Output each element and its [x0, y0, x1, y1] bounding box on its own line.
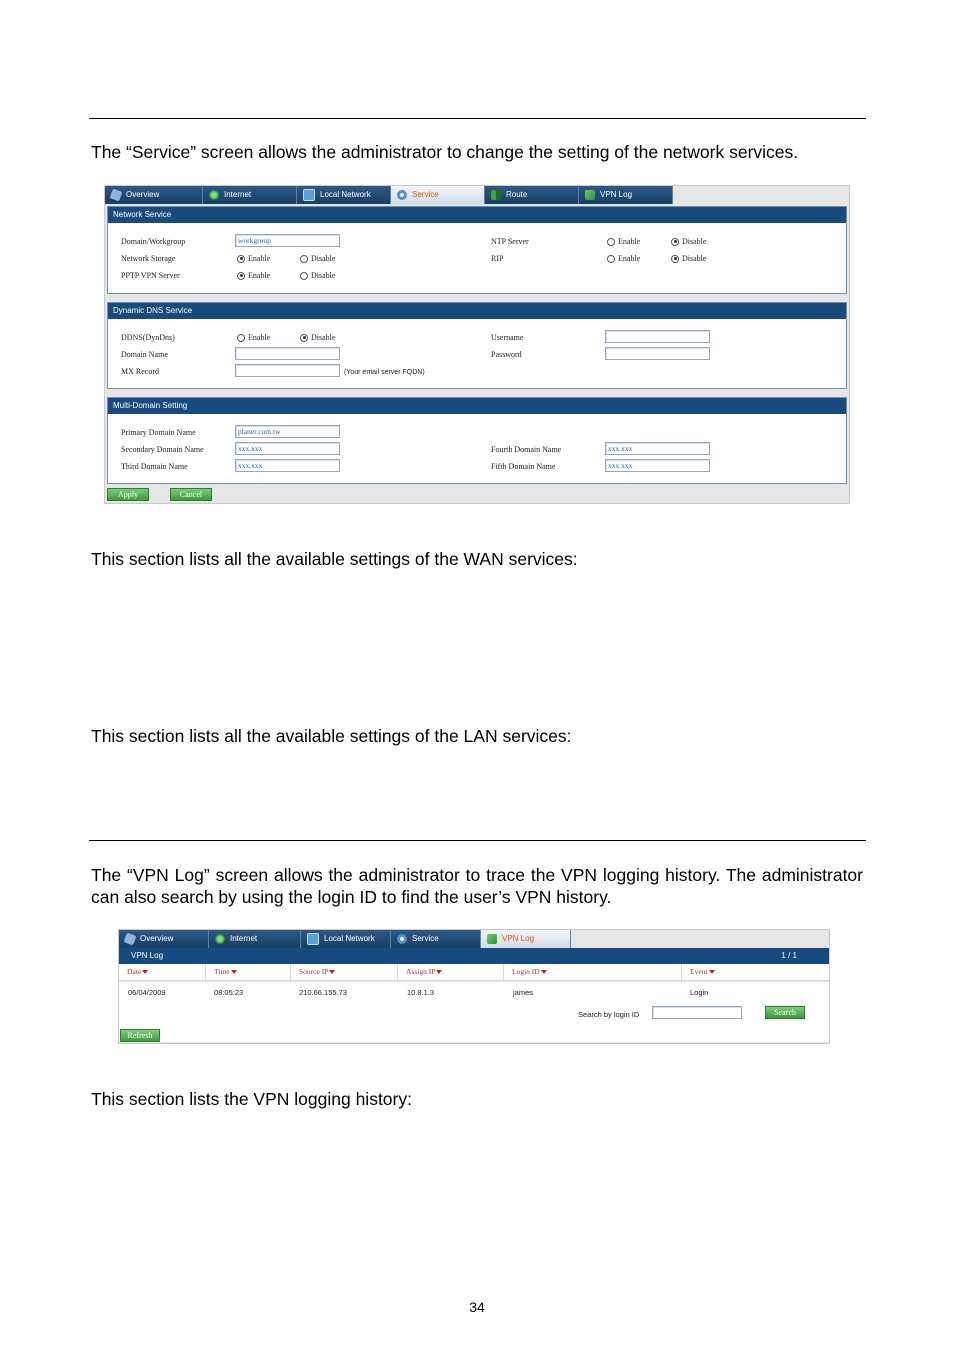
globe-icon [215, 934, 225, 944]
network-service-section [107, 206, 847, 294]
fifth-domain-input[interactable]: xxx.xxx [605, 459, 710, 472]
mx-record-hint: (Your email server FQDN) [344, 369, 425, 376]
fourth-domain-input[interactable]: xxx.xxx [605, 442, 710, 455]
column-assign-ip[interactable]: Assign IP [397, 964, 503, 980]
fifth-domain-label: Fifth Domain Name [491, 462, 556, 471]
domain-workgroup-input[interactable]: workgroup [235, 234, 340, 247]
overview-icon [110, 189, 123, 202]
third-domain-label: Third Domain Name [121, 462, 188, 471]
domain-workgroup-label: Domain/Workgroup [121, 237, 186, 246]
column-event[interactable]: Event [681, 964, 829, 980]
tab-vpn-log[interactable]: VPN Log [579, 186, 673, 204]
network-storage-label: Network Storage [121, 254, 176, 263]
ddns-domain-name-label: Domain Name [121, 350, 168, 359]
pptp-enable-radio[interactable]: Enable [237, 271, 270, 280]
search-button[interactable]: Search [765, 1006, 805, 1019]
network-storage-disable-radio[interactable]: Disable [300, 254, 335, 263]
fourth-domain-label: Fourth Domain Name [491, 445, 562, 454]
pptp-vpn-label: PPTP VPN Server [121, 271, 180, 280]
network-storage-enable-radio[interactable]: Enable [237, 254, 270, 263]
cell-source-ip: 210.66.155.73 [299, 988, 347, 997]
rip-enable-radio[interactable]: Enable [607, 254, 640, 263]
column-date[interactable]: Date [119, 964, 205, 980]
wan-services-text: This section lists all the available settings of the WAN services: [91, 549, 578, 569]
radio-dot [300, 255, 308, 263]
lan-services-text: This section lists all the available settings of the LAN services: [91, 726, 572, 746]
column-login-id[interactable]: Login ID [503, 964, 681, 980]
tab-service[interactable]: Service [391, 186, 485, 204]
ddns-label: DDNS(DynDns) [121, 333, 175, 342]
vpnlog-pager: 1 / 1 [781, 951, 797, 960]
ddns-password-label: Password [491, 350, 522, 359]
tab-overview[interactable]: Overview [105, 186, 203, 204]
sort-arrow-icon [709, 970, 715, 974]
mx-record-input[interactable] [235, 364, 340, 377]
ddns-username-input[interactable] [605, 330, 710, 343]
radio-dot [671, 255, 679, 263]
checkmark-icon [585, 190, 595, 200]
rip-disable-radio[interactable]: Disable [671, 254, 706, 263]
sort-arrow-icon [436, 970, 442, 974]
primary-domain-label: Primary Domain Name [121, 428, 196, 437]
table-row [119, 982, 829, 1042]
ddns-domain-name-input[interactable] [235, 347, 340, 360]
ddns-disable-radio[interactable]: Disable [300, 333, 335, 342]
cell-event: Login [690, 988, 709, 997]
rip-label: RIP [491, 254, 504, 263]
vpnlog-tabbar [119, 930, 571, 948]
vpnlog-title-bar [119, 948, 829, 964]
service-screenshot [104, 185, 850, 504]
cell-login-id: james [513, 988, 534, 997]
column-time[interactable]: Time [205, 964, 290, 980]
globe-icon [209, 190, 219, 200]
third-domain-input[interactable]: xxx.xxx [235, 459, 340, 472]
monitor-icon [307, 933, 319, 945]
cell-date: 06/04/2009 [128, 988, 166, 997]
sort-arrow-icon [231, 970, 237, 974]
monitor-icon [303, 189, 315, 201]
radio-dot [671, 238, 679, 246]
refresh-button[interactable]: Refresh [120, 1029, 160, 1042]
radio-dot [300, 334, 308, 342]
pptp-disable-radio[interactable]: Disable [300, 271, 335, 280]
gear-icon [397, 190, 407, 200]
primary-domain-input[interactable]: planet.com.tw [235, 425, 340, 438]
radio-dot [237, 334, 245, 342]
network-service-title: Network Service [108, 207, 846, 223]
tab-service[interactable]: Service [391, 930, 481, 948]
sort-arrow-icon [329, 970, 335, 974]
secondary-domain-input[interactable]: xxx.xxx [235, 442, 340, 455]
ntp-disable-radio[interactable]: Disable [671, 237, 706, 246]
tab-local-network[interactable]: Local Network [297, 186, 391, 204]
cancel-button[interactable]: Cancel [170, 488, 212, 501]
section-rule [89, 840, 866, 841]
search-login-label: Search by login ID [578, 1010, 640, 1019]
ntp-server-label: NTP Server [491, 237, 529, 246]
tab-vpn-log[interactable]: VPN Log [481, 930, 571, 948]
ntp-enable-radio[interactable]: Enable [607, 237, 640, 246]
multi-domain-section [107, 397, 847, 484]
cell-time: 08:05:23 [214, 988, 244, 997]
route-icon [491, 190, 501, 200]
checkmark-icon [487, 934, 497, 944]
multi-domain-title: Multi-Domain Setting [108, 398, 846, 414]
page-number: 34 [469, 1299, 485, 1315]
ddns-title: Dynamic DNS Service [108, 303, 846, 319]
vpnlog-title: VPN Log [131, 951, 164, 960]
column-source-ip[interactable]: Source IP [290, 964, 397, 980]
radio-dot [607, 255, 615, 263]
ddns-password-input[interactable] [605, 347, 710, 360]
cell-assign-ip: 10.8.1.3 [407, 988, 435, 997]
tab-internet[interactable]: Internet [203, 186, 297, 204]
secondary-domain-label: Secondary Domain Name [121, 445, 204, 454]
intro-service-text: The “Service” screen allows the administrator to change the setting of the network services. [91, 142, 799, 162]
overview-icon [124, 933, 137, 946]
radio-dot [237, 272, 245, 280]
vpnlog-screenshot [118, 929, 830, 1044]
tab-internet[interactable]: Internet [209, 930, 301, 948]
ddns-section [107, 302, 847, 389]
mx-record-label: MX Record [121, 367, 159, 376]
intro-vpnlog-text: The “VPN Log” screen allows the administrator to trace the VPN logging history. The administrator can also search by using the login ID to find the user’s VPN history. [91, 865, 863, 907]
tab-local-network[interactable]: Local Network [301, 930, 391, 948]
ddns-enable-radio[interactable]: Enable [237, 333, 270, 342]
service-tabbar [105, 186, 673, 204]
sort-arrow-icon [142, 970, 148, 974]
vpn-history-text: This section lists the VPN logging history: [91, 1089, 412, 1109]
ddns-username-label: Username [491, 333, 524, 342]
top-rule [89, 118, 866, 119]
radio-dot [300, 272, 308, 280]
tab-overview[interactable]: Overview [119, 930, 209, 948]
gear-icon [397, 934, 407, 944]
tab-route[interactable]: Route [485, 186, 579, 204]
search-login-input[interactable] [652, 1006, 742, 1019]
radio-dot [607, 238, 615, 246]
radio-dot [237, 255, 245, 263]
sort-arrow-icon [541, 970, 547, 974]
apply-button[interactable]: Apply [107, 488, 149, 501]
vpnlog-column-headers [119, 964, 829, 981]
